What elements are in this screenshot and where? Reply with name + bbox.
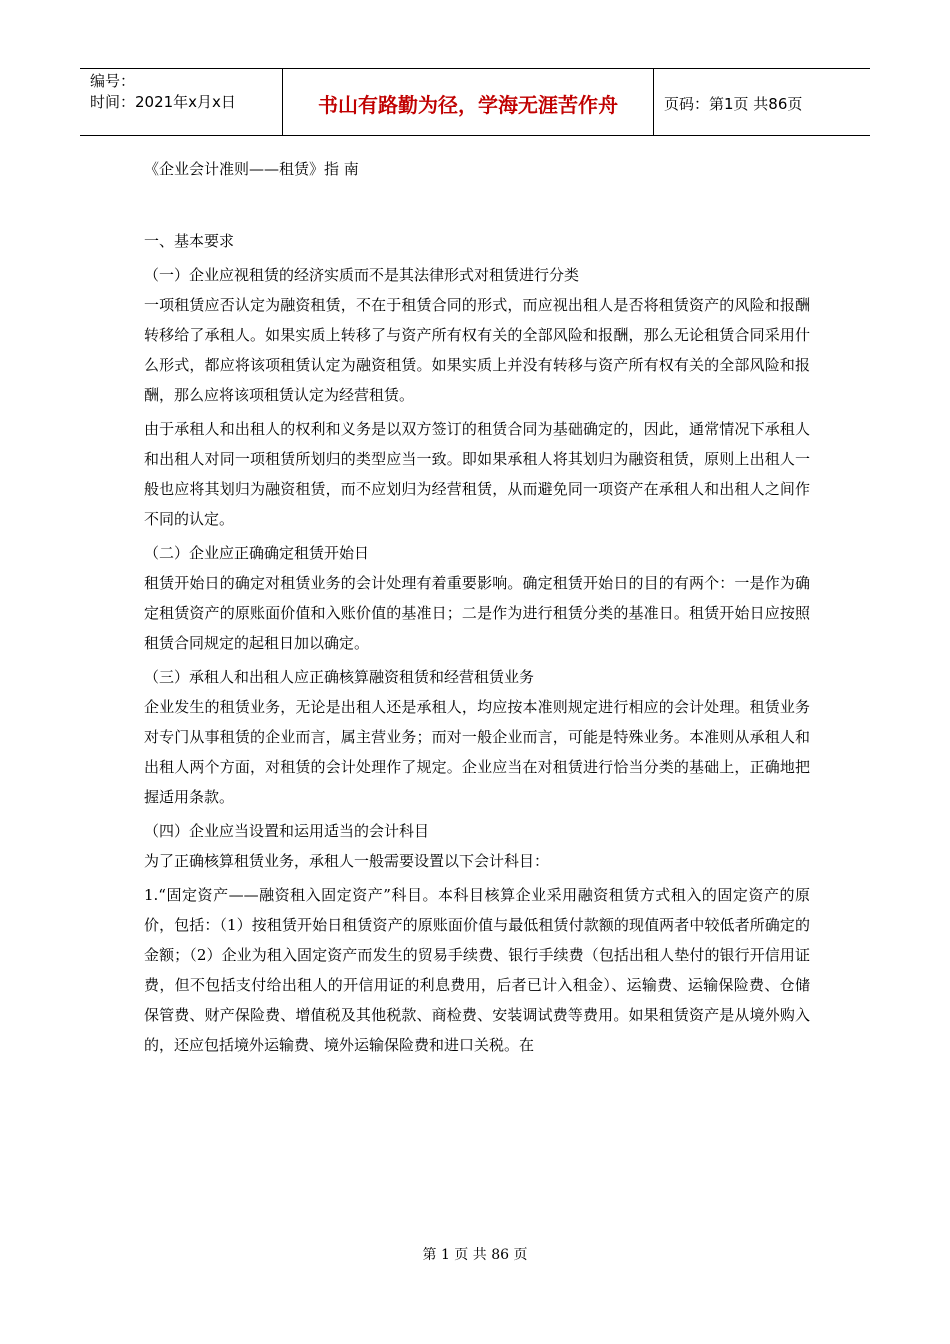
- section-heading: 一、基本要求: [144, 232, 235, 250]
- paragraph: 租赁开始日的确定对租赁业务的会计处理有着重要影响。确定租赁开始日的目的有两个：一是作为确定租赁资产的原账面价值和入账价值的基准日；二是作为进行租赁分类的基准日。租赁开始日应按照租赁合同规定的起租日加以确定。: [144, 574, 810, 652]
- paragraph: 由于承租人和出租人的权利和义务是以双方签订的租赁合同为基础确定的，因此，通常情况下承租人和出租人对同一项租赁所划归的类型应当一致。即如果承租人将其划归为融资租赁，原则上出租人一般也应将其划归为融资租赁，而不应划归为经营租赁，从而避免同一项资产在承租人和出租人之间作不同的认定。: [144, 420, 810, 528]
- header-meta: [80, 69, 280, 135]
- header-motto: 书山有路勤为径，学海无涯苦作舟: [318, 93, 618, 117]
- header-number-label: 编号：: [90, 72, 136, 90]
- header-page-info: 页码：第1页 共86页: [664, 95, 803, 113]
- subsection-heading: （四）企业应当设置和运用适当的会计科目: [144, 822, 430, 840]
- paragraph: 为了正确核算租赁业务，承租人一般需要设置以下会计科目：: [144, 852, 550, 870]
- paragraph: 企业发生的租赁业务，无论是出租人还是承租人，均应按本准则规定进行相应的会计处理。租赁业务对专门从事租赁的企业而言，属主营业务；而对一般企业而言，可能是特殊业务。本准则从承租人和出租人两个方面，对租赁的会计处理作了规定。企业应当在对租赁进行恰当分类的基础上，正确地把握适用条款。: [144, 698, 810, 806]
- header-date-label: 时间：2021年x月x日: [90, 93, 236, 111]
- page-footer: 第 1 页 共 86 页: [422, 1247, 528, 1263]
- paragraph: 1.“固定资产——融资租入固定资产”科目。本科目核算企业采用融资租赁方式租入的固定资产的原价，包括：（1）按租赁开始日租赁资产的原账面价值与最低租赁付款额的现值两者中较低者所确定的金额；（2）企业为租入固定资产而发生的贸易手续费、银行手续费（包括出租人垫付的银行开信用证费，但不包括支付给出租人的开信用证的利息费用，后者已计入租金）、运输费、运输保险费、仓储保管费、财产保险费、增值税及其他税款、商检费、安装调试费等费用。如果租赁资产是从境外购入的，还应包括境外运输费、境外运输保险费和进口关税。在: [144, 886, 810, 1054]
- subsection-heading: （一）企业应视租赁的经济实质而不是其法律形式对租赁进行分类: [144, 266, 580, 284]
- header-divider-right: [653, 69, 654, 135]
- document-header: [80, 68, 870, 136]
- paragraph: 一项租赁应否认定为融资租赁，不在于租赁合同的形式，而应视出租人是否将租赁资产的风险和报酬转移给了承租人。如果实质上转移了与资产所有权有关的全部风险和报酬，那么无论租赁合同采用什么形式，都应将该项租赁认定为融资租赁。如果实质上并没有转移与资产所有权有关的全部风险和报酬，那么应将该项租赁认定为经营租赁。: [144, 296, 810, 404]
- subsection-heading: （二）企业应正确确定租赁开始日: [144, 544, 370, 562]
- document-title: 《企业会计准则——租赁》指 南: [144, 160, 359, 178]
- subsection-heading: （三）承租人和出租人应正确核算融资租赁和经营租赁业务: [144, 668, 535, 686]
- document-body: [144, 226, 810, 1064]
